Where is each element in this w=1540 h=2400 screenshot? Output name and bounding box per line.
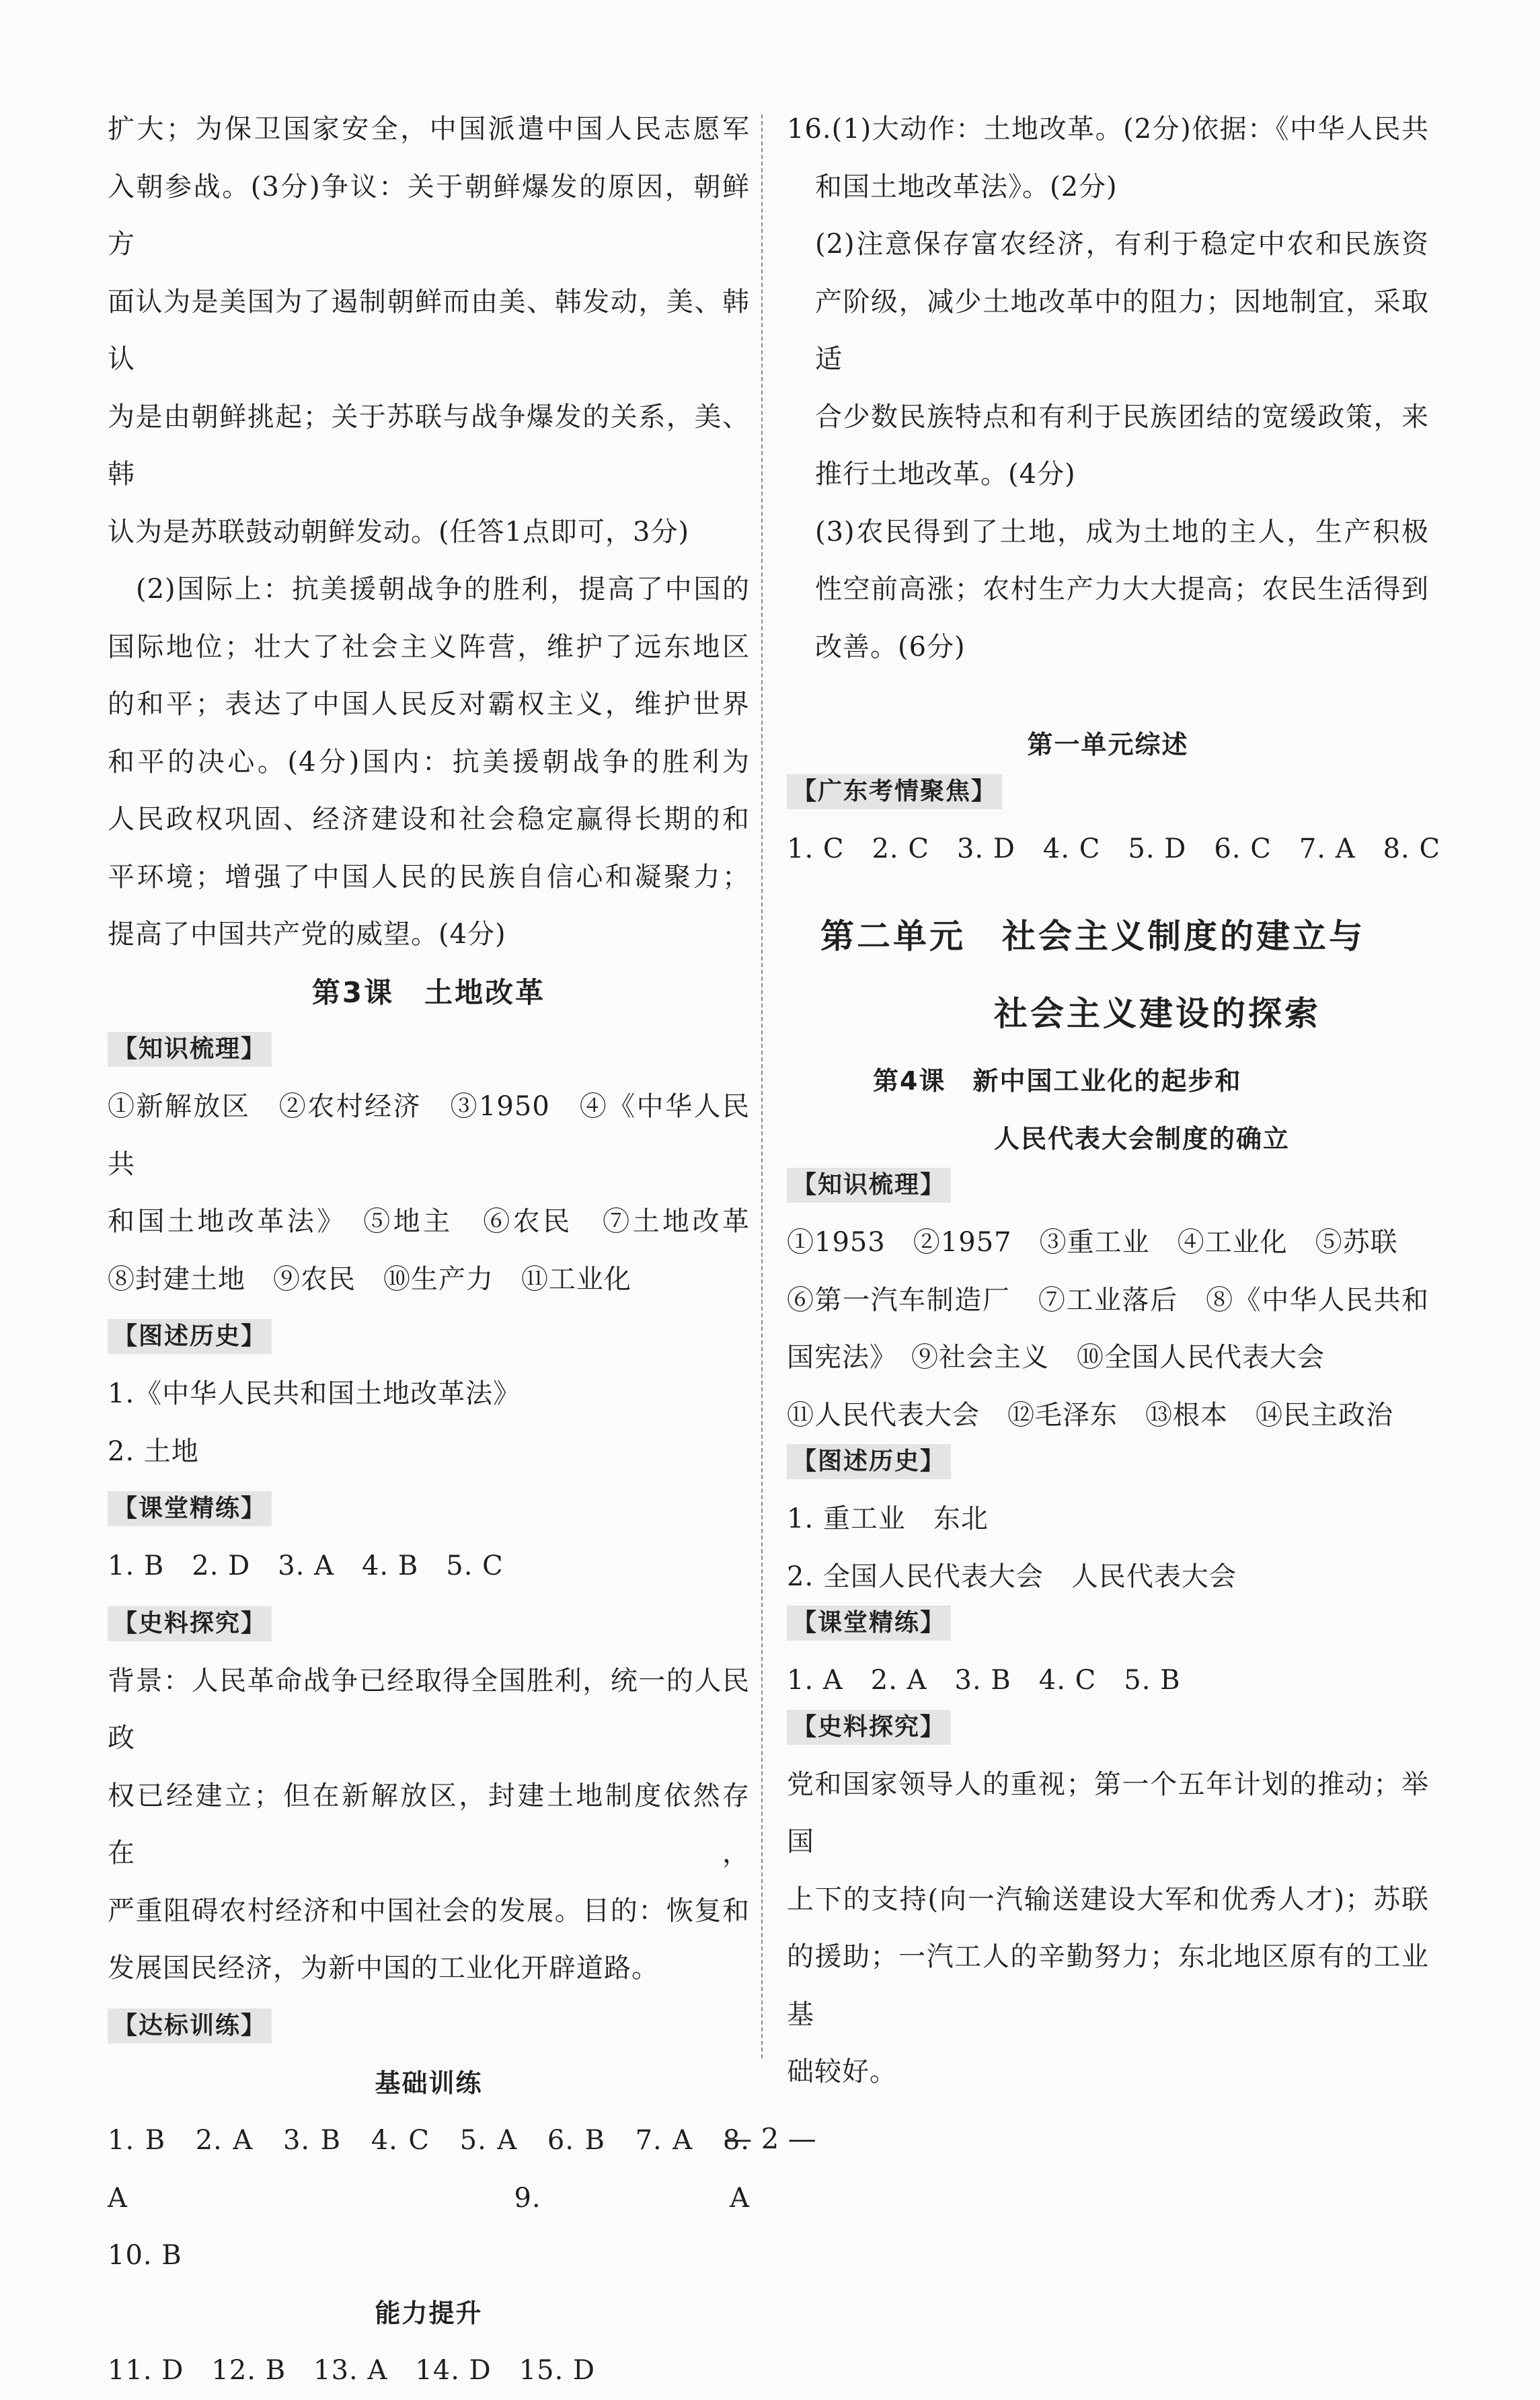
text-line: 入朝参战。(3分)争议：关于朝鲜爆发的原因，朝鲜方	[108, 171, 750, 260]
text-line: (3)农民得到了土地，成为土地的主人，生产积极	[815, 516, 1429, 548]
text-line: ①新解放区 ②农村经济 ③1950 ④《中华人民共	[108, 1091, 750, 1180]
answer-line: 1. A 2. A 3. B 4. C 5. B	[787, 1665, 1181, 1696]
text-line: (2)国际上：抗美援朝战争的胜利，提高了中国的	[136, 574, 750, 605]
text-line: 国际地位；壮大了社会主义阵营，维护了远东地区	[108, 631, 750, 663]
text-line: 上下的支持(向一汽输送建设大军和优秀人才)；苏联	[787, 1883, 1429, 1915]
answer-continuation	[108, 101, 750, 964]
text-line: ⑪人民代表大会 ⑫毛泽东 ⑬根本 ⑭民主政治	[787, 1399, 1393, 1431]
section-tag-zhishi: 【知识梳理】	[787, 1168, 951, 1203]
section-tag-ketang: 【课堂精练】	[787, 1606, 951, 1641]
right-column	[787, 101, 1441, 2101]
answer-line: 1. B 2. D 3. A 4. B 5. C	[108, 1550, 504, 1581]
answer-line: 11. D 12. B 13. A 14. D 15. D	[108, 2355, 596, 2386]
text-line: 认为是苏联鼓动朝鲜发动。(任答1点即可，3分)	[108, 516, 690, 548]
lesson-3-title: 第3课 土地改革	[311, 975, 546, 1009]
text-line: 的和平；表达了中国人民反对霸权主义，维护世界	[108, 689, 750, 720]
text-line: 严重阻碍农村经济和中国社会的发展。目的：恢复和	[108, 1895, 750, 1926]
text-line: 扩大；为保卫国家安全，中国派遣中国人民志愿军	[108, 114, 750, 145]
text-line: 2. 全国人民代表大会 人民代表大会	[787, 1561, 1237, 1592]
section-tag-tushu: 【图述历史】	[787, 1444, 951, 1479]
text-line: 合少数民族特点和有利于民族团结的宽缓政策，来	[815, 401, 1429, 433]
text-line: 和国土地改革法》 ⑤地主 ⑥农民 ⑦土地改革	[108, 1206, 750, 1237]
text-line: 发展国民经济，为新中国的工业化开辟道路。	[108, 1953, 659, 1984]
text-line: 和国土地改革法》。(2分)	[815, 171, 1118, 202]
text-line: ①1953 ②1957 ③重工业 ④工业化 ⑤苏联	[787, 1227, 1398, 1258]
section-tag-shiliao: 【史料探究】	[787, 1710, 951, 1745]
subsection-title-jichu: 基础训练	[375, 2068, 483, 2098]
text-line: 背景：人民革命战争已经取得全国胜利，统一的人民政	[108, 1665, 750, 1754]
lesson-4-title-line1: 第4课 新中国工业化的起步和	[873, 1066, 1242, 1096]
lesson-4-title-line2: 人民代表大会制度的确立	[994, 1123, 1291, 1154]
answer-line: 1. B 2. A 3. B 4. C 5. A 6. B 7. A 8. A 9. A	[108, 2125, 750, 2214]
text-line: 础较好。	[787, 2056, 897, 2087]
answer-line: 10. B	[108, 2240, 182, 2271]
section-tag-tushu: 【图述历史】	[108, 1319, 272, 1354]
section-tag-dabiao: 【达标训练】	[108, 2009, 272, 2043]
text-line: 为是由朝鲜挑起；关于苏联与战争爆发的关系，美、韩	[108, 401, 750, 490]
left-column	[108, 101, 750, 2400]
text-line: 改善。(6分)	[815, 631, 966, 663]
section-tag-zhishi: 【知识梳理】	[108, 1032, 272, 1067]
unit-1-summary-title: 第一单元综述	[1027, 730, 1189, 759]
text-line: (2)注意保存富农经济，有利于稳定中农和民族资	[815, 229, 1429, 260]
subsection-title-nengli: 能力提升	[375, 2298, 483, 2328]
text-line: 的援助；一汽工人的辛勤努力；东北地区原有的工业基	[787, 1941, 1429, 2030]
answer-line: 1. C 2. C 3. D 4. C 5. D 6. C 7. A 8. C	[787, 833, 1441, 864]
text-line: 性空前高涨；农村生产力大大提高；农民生活得到	[815, 574, 1429, 605]
text-line: 权已经建立；但在新解放区，封建土地制度依然存在，	[108, 1780, 750, 1869]
text-line: ⑧封建土地 ⑨农民 ⑩生产力 ⑪工业化	[108, 1263, 631, 1295]
text-line: 16.(1)大动作：土地改革。(2分)依据：《中华人民共	[787, 114, 1429, 145]
text-line: 推行土地改革。(4分)	[815, 459, 1076, 490]
page-number: — 2 —	[724, 2122, 816, 2155]
text-line: ⑥第一汽车制造厂 ⑦工业落后 ⑧《中华人民共和	[787, 1284, 1429, 1316]
column-divider	[761, 114, 763, 2058]
text-line: 面认为是美国为了遏制朝鲜而由美、韩发动，美、韩认	[108, 286, 750, 375]
text-line: 1.《中华人民共和国土地改革法》	[108, 1378, 521, 1409]
unit-2-title-line1: 第二单元 社会主义制度的建立与	[820, 917, 1365, 956]
text-line: 产阶级，减少土地改革中的阻力；因地制宜，采取适	[815, 286, 1429, 375]
text-line: 党和国家领导人的重视；第一个五年计划的推动；举国	[787, 1768, 1429, 1857]
text-line: 平环境；增强了中国人民的民族自信心和凝聚力；	[108, 861, 750, 893]
text-line: 1. 重工业 东北	[787, 1503, 989, 1534]
text-line: 国宪法》 ⑨社会主义 ⑩全国人民代表大会	[787, 1342, 1325, 1373]
section-tag-guangdong: 【广东考情聚焦】	[787, 774, 1002, 809]
unit-2-title-line2: 社会主义建设的探索	[994, 994, 1321, 1033]
text-line: 和平的决心。(4分)国内：抗美援朝战争的胜利为	[108, 746, 750, 778]
section-tag-ketang: 【课堂精练】	[108, 1491, 272, 1526]
text-line: 提高了中国共产党的威望。(4分)	[108, 919, 506, 950]
text-line: 2. 土地	[108, 1435, 199, 1467]
section-tag-shiliao: 【史料探究】	[108, 1606, 272, 1641]
text-line: 人民政权巩固、经济建设和社会稳定赢得长期的和	[108, 804, 750, 835]
